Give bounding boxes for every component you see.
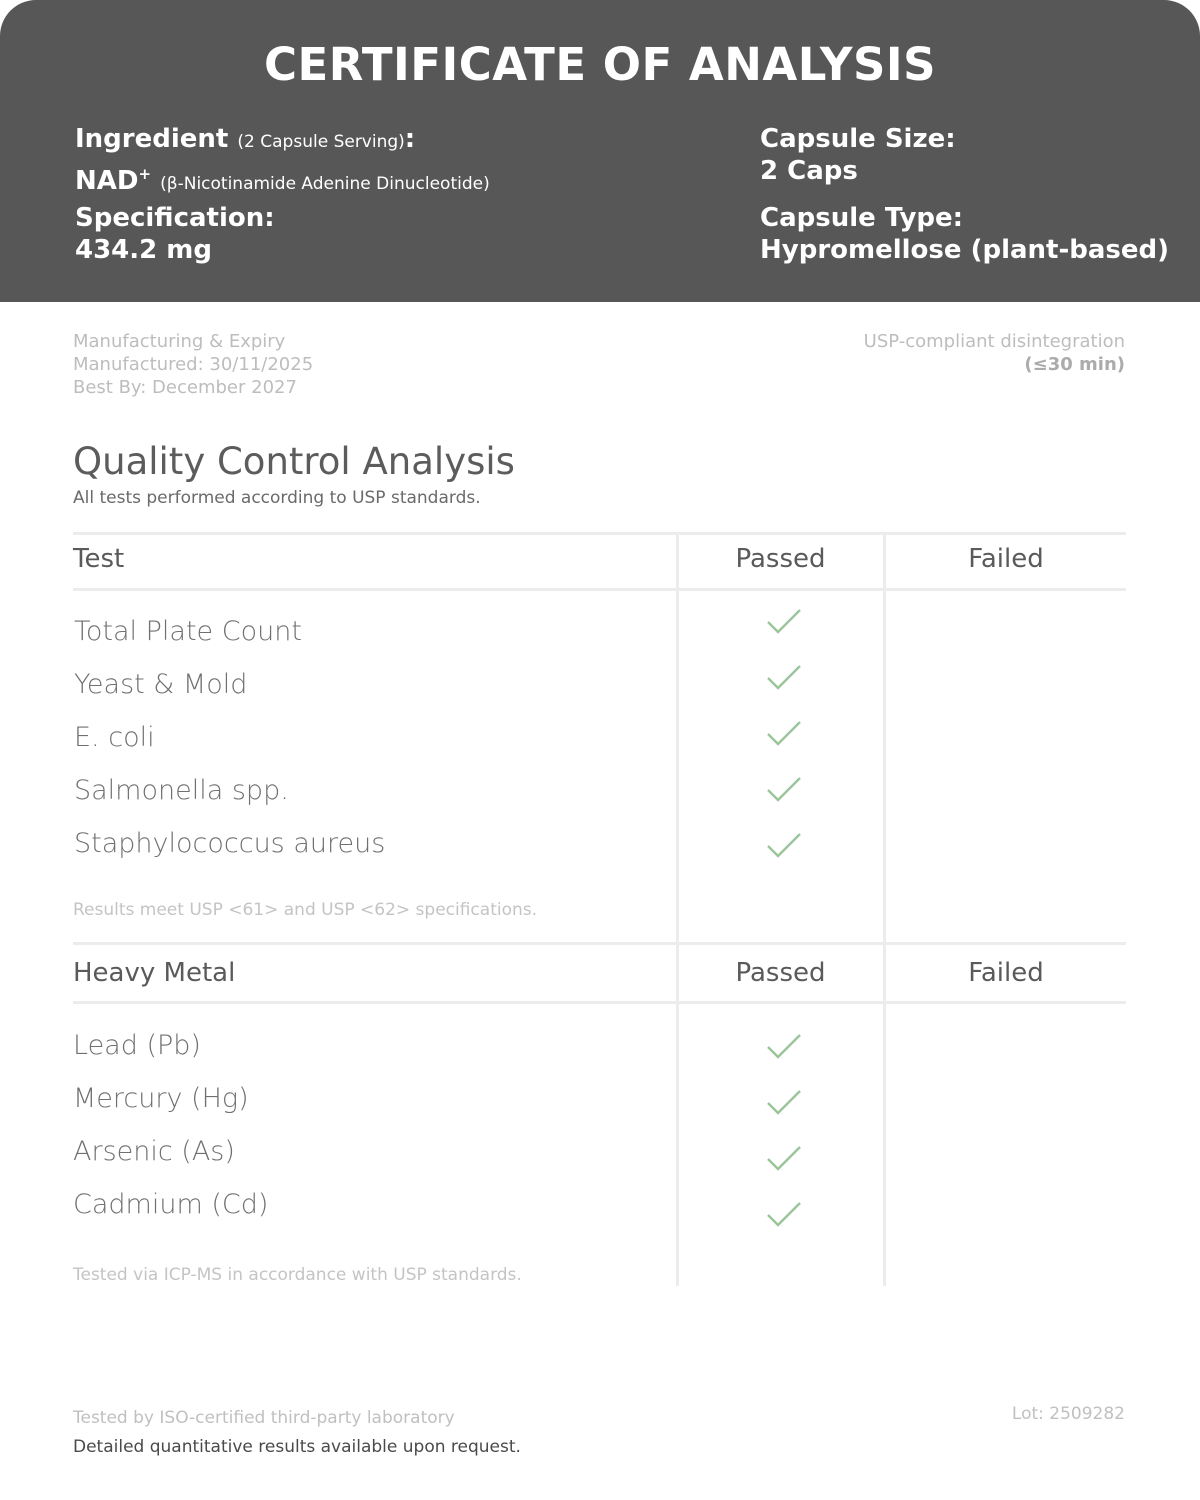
qc-title: Quality Control Analysis xyxy=(73,440,515,483)
micro-note: Results meet USP <61> and USP <62> specifications. xyxy=(73,900,538,920)
ingredient-superscript: + xyxy=(138,165,152,183)
disintegration-label: USP-compliant disintegration xyxy=(863,331,1125,352)
certificate-title: CERTIFICATE OF ANALYSIS xyxy=(263,38,937,91)
capsule-size-block xyxy=(760,123,956,187)
micro-col-failed: Failed xyxy=(968,544,1044,574)
disintegration-info xyxy=(864,330,1125,376)
specification-block xyxy=(75,202,275,266)
checkmark-icon xyxy=(766,1089,802,1117)
capsule-size-label: Capsule Size: xyxy=(760,124,956,154)
checkmark-icon xyxy=(766,664,802,692)
best-by-date: Best By: December 2027 xyxy=(73,377,297,398)
checkmark-icon xyxy=(766,776,802,804)
disintegration-time: (≤30 min) xyxy=(1024,354,1125,375)
metals-row-label: Cadmium (Cd) xyxy=(73,1189,269,1220)
specification-value: 434.2 mg xyxy=(75,235,212,265)
failed-column-divider xyxy=(883,532,886,1286)
metals-col-test: Heavy Metal xyxy=(73,958,236,988)
metals-col-failed: Failed xyxy=(968,958,1044,988)
manufactured-date: Manufactured: 30/11/2025 xyxy=(73,354,314,375)
specification-label: Specification: xyxy=(75,203,275,233)
checkmark-icon xyxy=(766,1201,802,1229)
certificate-header xyxy=(0,0,1200,302)
micro-col-passed: Passed xyxy=(735,544,826,574)
micro-row-label: E. coli xyxy=(74,722,155,753)
ingredient-name: NAD xyxy=(75,166,139,196)
checkmark-icon xyxy=(766,1145,802,1173)
capsule-size-value: 2 Caps xyxy=(760,156,858,186)
passed-column-divider xyxy=(676,532,679,1286)
checkmark-icon xyxy=(766,608,802,636)
ingredient-label: Ingredient xyxy=(75,124,229,154)
section-divider xyxy=(73,942,1126,945)
micro-row-label: Staphylococcus aureus xyxy=(74,828,386,859)
metals-row-label: Lead (Pb) xyxy=(73,1030,201,1061)
table-top-divider xyxy=(73,532,1126,535)
metals-row-label: Arsenic (As) xyxy=(73,1136,235,1167)
metals-row-label: Mercury (Hg) xyxy=(73,1083,249,1114)
metals-note: Tested via ICP-MS in accordance with USP standards. xyxy=(73,1265,522,1285)
capsule-type-block xyxy=(760,202,1169,266)
footer-info xyxy=(73,1404,521,1462)
checkmark-icon xyxy=(766,1033,802,1061)
ingredient-block xyxy=(75,123,490,200)
lab-statement: Tested by ISO-certified third-party laboratory xyxy=(73,1408,455,1428)
capsule-type-value: Hypromellose (plant-based) xyxy=(760,235,1170,265)
manufacturing-info xyxy=(73,330,313,399)
micro-row-label: Salmonella spp. xyxy=(74,775,289,806)
checkmark-icon xyxy=(766,720,802,748)
results-statement: Detailed quantitative results available upon request. xyxy=(73,1437,521,1457)
micro-row-label: Total Plate Count xyxy=(74,616,302,647)
lot-number: Lot: 2509282 xyxy=(1011,1404,1125,1424)
qc-subtitle: All tests performed according to USP standards. xyxy=(73,488,481,508)
checkmark-icon xyxy=(766,832,802,860)
micro-col-test: Test xyxy=(73,544,125,574)
ingredient-full-name: (β-Nicotinamide Adenine Dinucleotide) xyxy=(160,174,490,194)
micro-header-divider xyxy=(73,588,1126,591)
capsule-type-label: Capsule Type: xyxy=(760,203,964,233)
ingredient-serving: (2 Capsule Serving) xyxy=(237,132,405,152)
metals-col-passed: Passed xyxy=(735,958,826,988)
metals-header-divider xyxy=(73,1001,1126,1004)
manufacturing-heading: Manufacturing & Expiry xyxy=(73,331,286,352)
micro-row-label: Yeast & Mold xyxy=(74,669,248,700)
ingredient-colon: : xyxy=(404,124,416,154)
